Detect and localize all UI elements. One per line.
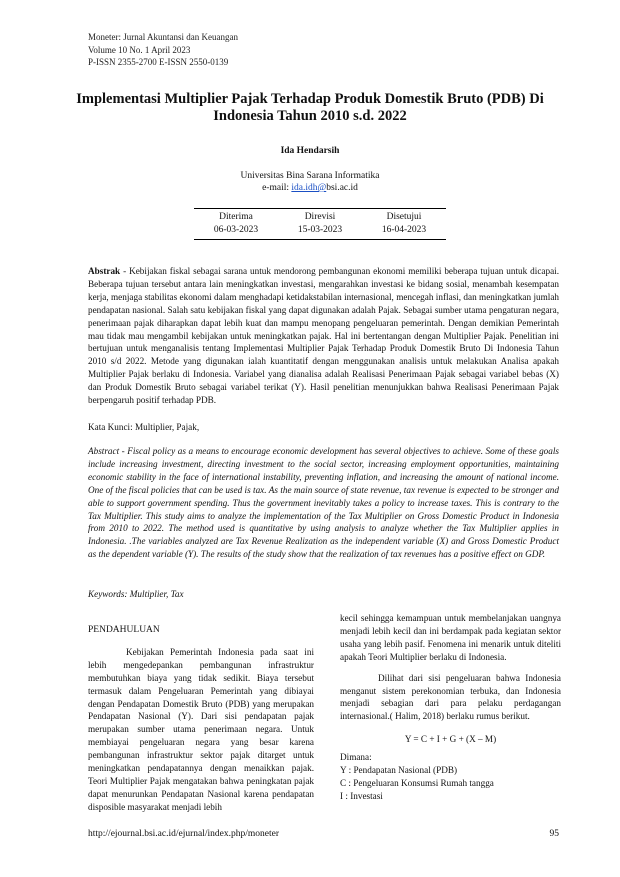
- affiliation-block: [70, 170, 550, 194]
- email-label: e-mail:: [262, 183, 292, 193]
- journal-name: Moneter: Jurnal Akuntansi dan Keuangan: [88, 32, 238, 42]
- section-heading: PENDAHULUAN: [88, 625, 160, 635]
- keywords-english: Keywords: Multiplier, Tax: [88, 589, 184, 599]
- accepted-date: 16-04-2023: [381, 225, 427, 235]
- abstrak-label: Abstrak: [88, 266, 121, 276]
- author-name: Ida Hendarsih: [280, 146, 340, 156]
- journal-issn: P-ISSN 2355-2700 E-ISSN 2550-0139: [88, 57, 229, 67]
- footer-url[interactable]: http://ejournal.bsi.ac.id/ejurnal/index.php/moneter: [88, 829, 280, 839]
- formula-definitions: [340, 751, 561, 803]
- def-i: I : Investasi: [340, 790, 383, 801]
- email-link[interactable]: ida.idh@: [291, 183, 327, 193]
- dates-table: [194, 208, 446, 240]
- affiliation: Universitas Bina Sarana Informatika: [240, 171, 380, 181]
- journal-header: [88, 31, 238, 69]
- paper-title: Implementasi Multiplier Pajak Terhadap Produk Domestik Bruto (PDB) Di Indonesia Tahun 2010 s.d. 2022: [76, 91, 544, 124]
- dimana-label: Dimana:: [340, 752, 372, 763]
- intro-paragraph-continued: kecil sehingga kemampuan untuk membelanjakan uangnya menjadi lebih kecil dan ini berdampak pada kegiatan sektor usaha yang lebih pasif. Fenomena ini menarik untuk diteliti apakah Teori Multiplier berlaku di Indonesia.: [340, 613, 561, 662]
- email-line: [70, 182, 550, 194]
- kata-kunci: [88, 421, 559, 434]
- abstrak-text: - Kebijakan fiskal sebagai sarana untuk mendorong pembangunan ekonomi memiliki beberapa tujuan untuk dicapai. Beberapa tujuan tersebut antara lain meningkatkan investasi, mengarahkan investasi ke bidang sosial, menambah kesempatan kerja, menjaga stabilitas ekonomi dalam menghadapi ketidakstabilan internasional, mencegah inflasi, dan meningkatkan jumlah pendapatan nasional. Salah satu kebijakan fiskal yang dapat digunakan adalah Pajak. Sebagai sumber utama pengaturan negara, penerimaan pajak diharapkan dapat lebih kuat dan mampu menopang pengeluaran pemerintah. Dengan demikian Pemerintah mau tidak mau mengambil kebijakan untuk meningkatkan pajak. Hal ini bertentangan dengan Multiplier Pajak. Penelitian ini bertujuan untuk menganalisis tentang Implementasi Multiplier Pajak Terhadap Produk Domestik Bruto Di Indonesia Tahun 2010 s/d 2022. Metode yang digunakan ialah kuantitatif dengan menggunakan analisis untuk melakukan Analisa apakah Multiplier Pajak berlaku di Indonesia. Variabel yang dianalisa adalah Realisasi Penerimaan Pajak sebagai variabel bebas (X) dan Produk Domestik Bruto sebagai variabel terikat (Y). Hasil penelitian menunjukkan bahwa Realisasi Penerimaan Pajak berpengaruh positif terhadap PDB.: [88, 266, 559, 406]
- revised-date: 15-03-2023: [297, 225, 343, 235]
- accepted-col: [362, 211, 446, 237]
- page-number: 95: [549, 829, 559, 839]
- formula: Y = C + I + G + (X – M): [404, 734, 497, 745]
- revised-col: [278, 211, 362, 237]
- abstract-english: Abstract - Fiscal policy as a means to encourage economic development has several objectives to achieve. Some of these goals include increasing investment, directing investment to the social sector, increasing employment opportunities, maintaining economic stability in the face of international instability, preventing inflation, and increasing the amount of national income. One of the fiscal policies that can be used is tax. As the main source of state revenue, tax revenue is expected to be stronger and able to support government spending. Thus the government inevitably takes a policy to increase taxes. This is contrary to the Tax Multiplier. This study aims to analyze the implementation of the Tax Multiplier on Gross Domestic Product in Indonesia from 2010 to 2022. The method used is quantitative by using analysis to analyze whether the Tax Multiplier applies in Indonesia. .The variables analyzed are Tax Revenue Realization as the independent variable (X) and Gross Domestic Product as the dependent variable (Y). The results of the study show that the realization of tax revenues has a positive effect on GDP.: [88, 446, 559, 560]
- left-column: [88, 624, 314, 814]
- received-date: 06-03-2023: [213, 225, 259, 235]
- kata-kunci-text: Multiplier, Pajak,: [132, 422, 200, 432]
- kata-kunci-label: Kata Kunci:: [88, 422, 133, 432]
- intro-paragraph: Kebijakan Pemerintah Indonesia pada saat ini lebih mengedepankan pembangunan infrastruktur membutuhkan biaya yang tidak sedikit. Biaya tersebut termasuk dalam Pengeluaran Pemerintah yang dibiayai dengan Pendapatan Domestik Bruto (PDB) yang merupakan Pendapatan Nasional (Y). Dari sisi pendapatan pajak merupakan sumber utama penerimaan negara. Untuk membiayai pengeluaran negara yang besar karena pembangunan infrastruktur sektor pajak ditarget untuk meningkatkan pendapatannya dengan menaikkan pajak. Teori Multiplier Pajak mengatakan bahwa peningkatan pajak dapat menurunkan Pendapatan Nasional karena pendapatan disposible masyarakat menjadi lebih: [88, 646, 314, 812]
- email-domain: bsi.ac.id: [326, 183, 358, 193]
- page-footer: [88, 829, 559, 839]
- abstrak: [88, 265, 559, 407]
- revised-label: Direvisi: [304, 212, 336, 222]
- accepted-label: Disetujui: [386, 212, 422, 222]
- received-label: Diterima: [219, 212, 253, 222]
- received-col: [194, 211, 278, 237]
- right-column: [340, 612, 561, 803]
- intro-paragraph-2: Dilihat dari sisi pengeluaran bahwa Indonesia menganut sistem perekonomian terbuka, dan Indonesia menjadi sebagian dari para pelaku perdagangan internasional.( Halim, 2018) berlaku rumus berikut.: [340, 672, 561, 722]
- def-c: C : Pengeluaran Konsumsi Rumah tangga: [340, 777, 494, 788]
- journal-volume: Volume 10 No. 1 April 2023: [88, 44, 191, 55]
- def-y: Y : Pendapatan Nasional (PDB): [340, 765, 458, 776]
